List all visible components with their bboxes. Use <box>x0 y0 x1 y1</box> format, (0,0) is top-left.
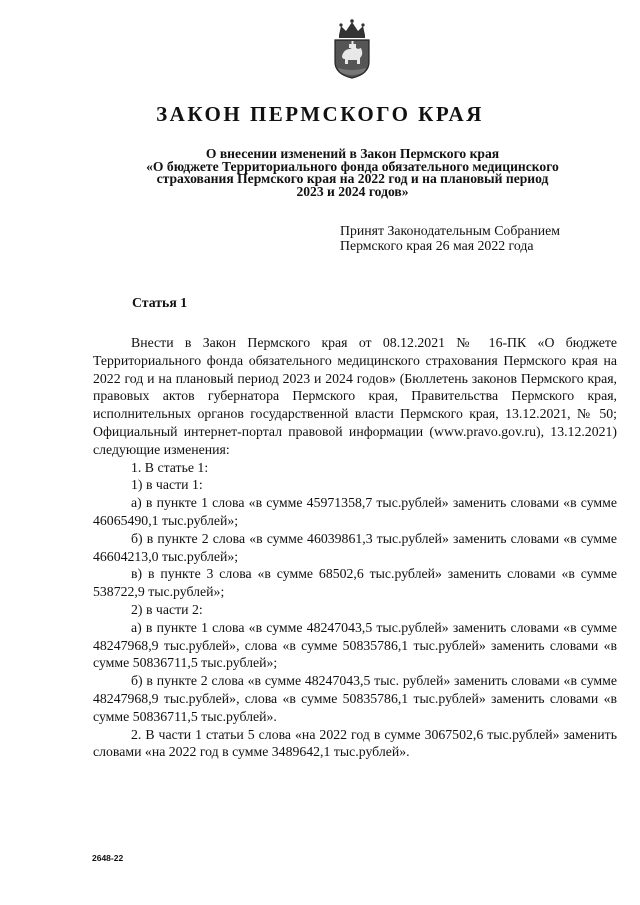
adoption-line: Принят Законодательным Собранием <box>340 223 560 238</box>
adoption-line: Пермского края 26 мая 2022 года <box>340 237 534 253</box>
subtitle-line: О внесении изменений в Закон Пермского края <box>205 146 500 161</box>
subtitle-line: 2023 и 2024 годов» <box>296 183 409 199</box>
perm-krai-coat-of-arms-icon <box>330 18 374 80</box>
subtitle-line: страхования Пермского края на 2022 год и на плановый период <box>156 171 549 187</box>
law-subtitle <box>100 148 605 198</box>
paragraph: а) в пункте 1 слова «в сумме 48247043,5 тыс.рублей» заменить словами «в сумме 48247968,9 тыс.рублей», слова «в сумме 50835786,1 тыс.рублей» заменить словами «в сумме 50836711,5 тыс.рублей»; <box>93 619 617 671</box>
article-heading: Статья 1 <box>132 295 188 310</box>
paragraph: 1. В статье 1: <box>131 459 209 475</box>
paragraph: 2) в части 2: <box>131 601 203 617</box>
paragraph: б) в пункте 2 слова «в сумме 46039861,3 тыс.рублей» заменить словами «в сумме 46604213,0 тыс.рублей»; <box>93 530 617 564</box>
paragraph: б) в пункте 2 слова «в сумме 48247043,5 тыс. рублей» заменить словами «в сумме 48247968,9 тыс.рублей», слова «в сумме 50835786,1 тыс.рублей» заменить словами «в сумме 50836711,5 тыс.рублей». <box>93 673 617 724</box>
subtitle-line: «О бюджете Территориального фонда обязательного медицинского <box>146 158 559 174</box>
article-body <box>93 334 617 761</box>
document-title: ЗАКОН ПЕРМСКОГО КРАЯ <box>156 102 484 126</box>
paragraph: а) в пункте 1 слова «в сумме 45971358,7 тыс.рублей» заменить словами «в сумме 46065490,1 тыс.рублей»; <box>93 495 617 528</box>
paragraph: Внести в Закон Пермского края от 08.12.2021 № 16-ПК «О бюджете Территориального фонда обязательного медицинского страхования Пермского края на 2022 год и на плановый период 2023 и 2024 годов» (Бюллетень законов Пермского края, правовых актов губернатора Пермского края, Правительства Пермского края, исполнительных органов государственной власти Пермского края, 13.12.2021, № 50; Официальный интернет-портал правовой информации (www.pravo.gov.ru), 13.12.2021) следующие изменения: <box>93 335 617 457</box>
paragraph: в) в пункте 3 слова «в сумме 68502,6 тыс.рублей» заменить словами «в сумме 538722,9 тыс.рублей»; <box>93 566 617 600</box>
paragraph: 2. В части 1 статьи 5 слова «на 2022 год в сумме 3067502,6 тыс.рублей» заменить словами «на 2022 год в сумме 3489642,1 тыс.рублей». <box>93 726 617 760</box>
document-code: 2648-22 <box>92 853 124 863</box>
adoption-note <box>340 224 620 253</box>
paragraph: 1) в части 1: <box>131 477 203 493</box>
